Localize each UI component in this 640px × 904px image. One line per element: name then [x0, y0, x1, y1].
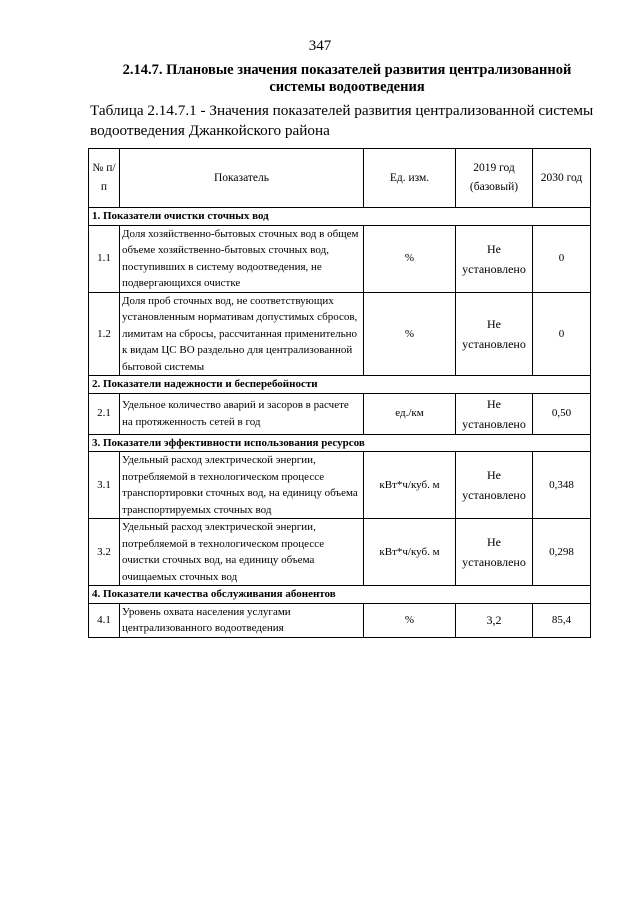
header-num: № п/п [89, 149, 120, 208]
section-title: 1. Показатели очистки сточных вод [89, 208, 591, 226]
header-target-2030: 2030 год [533, 149, 591, 208]
table-row [89, 603, 591, 637]
row-base-2019: Не установлено [456, 452, 533, 519]
section-heading-line-2: системы водоотведения [269, 79, 425, 95]
table-row [89, 452, 591, 519]
row-unit: % [364, 292, 456, 376]
section-heading [90, 62, 604, 96]
row-num: 1.1 [89, 225, 120, 292]
section-title: 2. Показатели надежности и бесперебойности [89, 376, 591, 394]
row-unit: % [364, 603, 456, 637]
row-target-2030: 0 [533, 292, 591, 376]
table-row [89, 519, 591, 586]
indicators-table [88, 148, 591, 638]
row-base-2019: 3,2 [456, 603, 533, 637]
row-num: 3.1 [89, 452, 120, 519]
row-num: 3.2 [89, 519, 120, 586]
row-base-2019: Не установлено [456, 393, 533, 434]
row-base-2019: Не установлено [456, 292, 533, 376]
row-target-2030: 0 [533, 225, 591, 292]
header-indicator: Показатель [120, 149, 364, 208]
row-base-2019: Не установлено [456, 519, 533, 586]
row-indicator: Удельный расход электрической энергии, потребляемой в технологическом процессе транспортировки сточных вод, на единицу объема транспортируемых сточных вод [120, 452, 364, 519]
section-title: 4. Показатели качества обслуживания абонентов [89, 586, 591, 604]
row-indicator: Удельный расход электрической энергии, потребляемой в технологическом процессе очистки сточных вод, на единицу объема очищаемых сточных вод [120, 519, 364, 586]
table-caption [90, 101, 610, 141]
section-heading-line-1: 2.14.7. Плановые значения показателей развития централизованной [122, 62, 572, 78]
table-header-row [89, 149, 591, 208]
row-indicator: Доля хозяйственно-бытовых сточных вод в общем объеме хозяйственно-бытовых сточных вод, поступивших в систему водоотведения, не подвергающихся очистке [120, 225, 364, 292]
row-target-2030: 0,348 [533, 452, 591, 519]
section-row [89, 376, 591, 394]
row-target-2030: 85,4 [533, 603, 591, 637]
table-caption-line-1: Таблица 2.14.7.1 - Значения показателей развития централизованной системы [90, 102, 594, 119]
table-row [89, 393, 591, 434]
row-num: 1.2 [89, 292, 120, 376]
table-caption-line-2: водоотведения Джанкойского района [90, 122, 330, 139]
header-unit: Ед. изм. [364, 149, 456, 208]
row-unit: ед./км [364, 393, 456, 434]
table-row [89, 292, 591, 376]
section-row [89, 434, 591, 452]
table-row [89, 225, 591, 292]
row-indicator: Удельное количество аварий и засоров в расчете на протяженность сетей в год [120, 393, 364, 434]
header-base-2019: 2019 год (базовый) [456, 149, 533, 208]
row-target-2030: 0,50 [533, 393, 591, 434]
section-row [89, 208, 591, 226]
row-indicator: Уровень охвата населения услугами централизованного водоотведения [120, 603, 364, 637]
row-num: 2.1 [89, 393, 120, 434]
section-title: 3. Показатели эффективности использования ресурсов [89, 434, 591, 452]
page-number: 347 [308, 38, 332, 54]
row-unit: кВт*ч/куб. м [364, 519, 456, 586]
row-target-2030: 0,298 [533, 519, 591, 586]
row-indicator: Доля проб сточных вод, не соответствующих установленным нормативам допустимых сбросов, лимитам на сбросы, рассчитанная применительно к видам ЦС ВО раздельно для централизованной бытовой системы [120, 292, 364, 376]
row-base-2019: Не установлено [456, 225, 533, 292]
row-num: 4.1 [89, 603, 120, 637]
row-unit: % [364, 225, 456, 292]
section-row [89, 586, 591, 604]
row-unit: кВт*ч/куб. м [364, 452, 456, 519]
